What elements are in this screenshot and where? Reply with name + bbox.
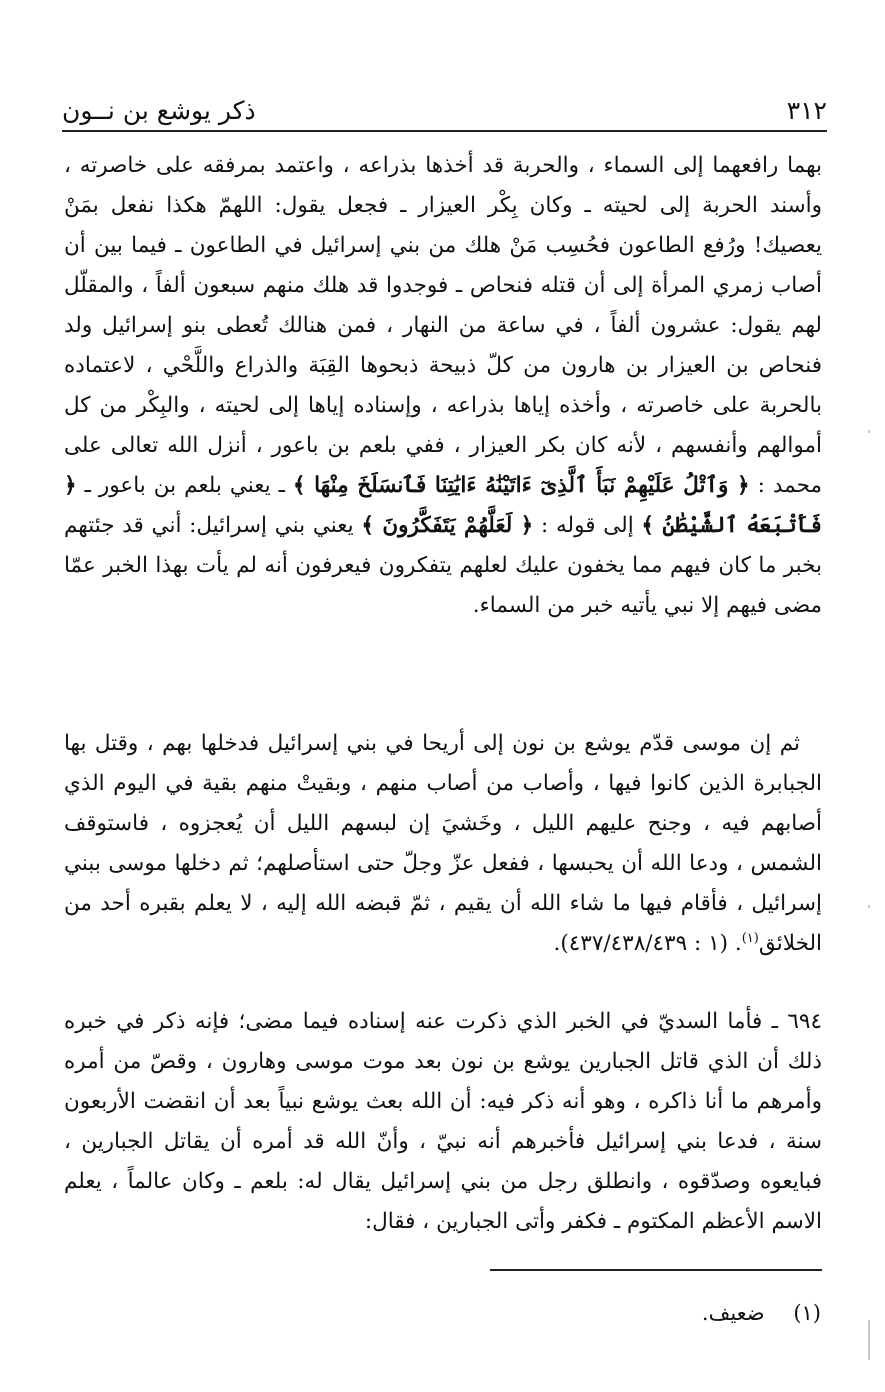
paragraph-1-text-a: بهما رافعهما إلى السماء ، والحربة قد أخذها بذراعه ، واعتمد بمرفقه على خاصرته ، وأسند الحربة إلى لحيته ـ وكان بِكْر العيزار ـ فجعل يقول: اللهمّ هكذا نفعل بمَنْ يعصيك! ورُفع الطاعون فحُسِب مَنْ هلك من بني إسرائيل في الطاعون ـ فيما بين أن أصاب زمري المرأة إلى أن قتله فنحاص ـ فوجدوا قد هلك منهم سبعون ألفاً ، والمقلّل لهم يقول: عشرون ألفاً ، في ساعة من النهار ، فمن هنالك تُعطى بنو إسرائيل ولد فنحاص بن العيزار بن هارون من كلّ ذبيحة ذبحوها القِبَة والذراع واللَّحْي ، لاعتماده بالحربة على خاصرته ، وأخذه إياها بذراعه ، وإسناده إياها إلى لحيته ، والبِكْر من كل أموالهم وأنفسهم ، لأنه كان بكر العيزار ، ففي بلعم بن باعور ، أنزل الله تعالى على محمد : bbox=[64, 153, 822, 498]
paragraph-2 bbox=[64, 724, 822, 964]
paragraph-1 bbox=[64, 146, 822, 626]
page-number: ٣١٢ bbox=[786, 96, 827, 125]
footnote-number: (١) bbox=[793, 1301, 821, 1325]
quran-verse-3: ﴿ لَعَلَّهُمْ يَتَفَكَّرُونَ ﴾ bbox=[361, 513, 534, 538]
paragraph-1-text-b: ـ يعني بلعم بن باعور ـ bbox=[84, 473, 285, 498]
footnote-reference-mark: (١) bbox=[741, 930, 759, 946]
quran-verse-1: ﴿ وَٱتْلُ عَلَيْهِمْ نَبَأَ ٱلَّذِىٓ ءَاتَيْنَٰهُ ءَايَٰتِنَا فَٱنسَلَخَ مِنْهَا ﴾ bbox=[292, 473, 750, 498]
quran-verse-2: ﴿ فَأَتْبَعَهُ ٱلشَّيْطَٰنُ ﴾ bbox=[64, 473, 822, 538]
footnote bbox=[702, 1298, 821, 1328]
paragraph-1-text-d: يعني بني إسرائيل: أني قد جئتهم بخبر ما كان فيهم مما يخفون عليك لعلهم يتفكرون فيعرفون أنه لم يأت بهذا الخبر عمّا مضى فيهم إلا نبي يأتيه خبر من السماء. bbox=[64, 513, 822, 618]
paragraph-3-text: ٦٩٤ ـ فأما السديّ في الخبر الذي ذكرت عنه إسناده فيما مضى؛ فإنه ذكر في خبره ذلك أن الذي قاتل الجبارين يوشع بن نون بعد موت موسى وهارون ، وقصّ من أمره وأمرهم ما أنا ذاكره ، وهو أنه ذكر فيه: أن الله بعث يوشع نبياً بعد أن انقضت الأربعون سنة ، فدعا بني إسرائيل فأخبرهم أنه نبيّ ، وأنّ الله قد أمره أن يقاتل الجبارين ، فبايعوه وصدّقوه ، وانطلق رجل من بني إسرائيل يقال له: بلعم ـ وكان عالماً ، يعلم الاسم الأعظم المكتوم ـ فكفر وأتى الجبارين ، فقال: bbox=[64, 1009, 822, 1234]
paragraph-3 bbox=[64, 1002, 822, 1242]
paragraph-2-text-a: ثم إن موسى قدّم يوشع بن نون إلى أريحا في بني إسرائيل فدخلها بهم ، وقتل بها الجبابرة الذين كانوا فيها ، وأصاب من أصاب منهم ، وبقيتْ منهم بقية في اليوم الذي أصابهم فيه ، وجنح عليهم الليل ، وخَشيَ إن لبسهم الليل أن يُعجزوه ، فاستوقف الشمس ، ودعا الله أن يحبسها ، ففعل عزّ وجلّ حتى استأصلهم؛ ثم دخلها موسى ببني إسرائيل ، فأقام فيها ما شاء الله أن يقيم ، ثمّ قبضه الله إليه ، لا يعلم بقبره أحد من الخلائق bbox=[64, 731, 822, 956]
paragraph-2-text-b: . (١ : ٤٣٧/٤٣٨/٤٣٩). bbox=[553, 931, 742, 956]
scan-edge-mark bbox=[868, 905, 870, 908]
paragraph-1-text-c: إلى قوله : bbox=[541, 513, 634, 538]
running-title: ذكر يوشع بن نــون bbox=[62, 96, 256, 125]
footnote-text: ضعيف. bbox=[701, 1301, 765, 1325]
header-rule bbox=[62, 130, 827, 132]
page-header bbox=[62, 78, 827, 130]
scan-edge-mark bbox=[868, 1320, 870, 1360]
scan-edge-mark bbox=[868, 430, 870, 433]
footnote-rule bbox=[490, 1269, 822, 1271]
